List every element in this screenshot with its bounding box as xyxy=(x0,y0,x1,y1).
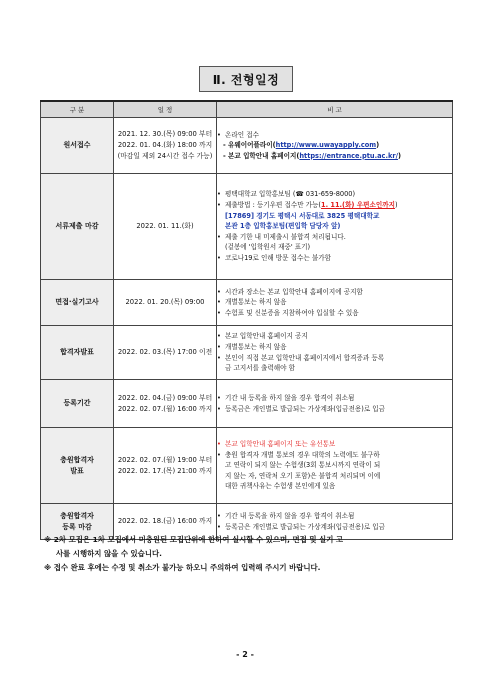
notes xyxy=(44,533,454,575)
mailing-address: 본관 1층 입학홍보팀(편입학 담당자 앞) xyxy=(225,222,341,231)
row-schedule: 2022. 01. 20.(목) 09:00 xyxy=(114,280,217,326)
schedule-line: 2021. 12. 30.(목) 09:00 부터 xyxy=(117,130,213,138)
remark-text: 본교 입학안내 홈페이지 공지 xyxy=(225,332,308,341)
remark-text: 본인이 직접 본교 입학안내 홈페이지에서 합격증과 등록 xyxy=(225,353,385,362)
row-schedule: 2022. 02. 18.(금) 16:00 까지 xyxy=(114,504,217,540)
remark-text: 등록금은 개인별로 발급되는 가상계좌(입금전용)로 입금 xyxy=(225,522,386,531)
row-schedule: 2022. 02. 03.(목) 17:00 이전 xyxy=(114,326,217,380)
remark-text: 개별통보는 하지 않음 xyxy=(225,298,287,307)
schedule-line: 2022. 02. 17.(목) 21:00 까지 xyxy=(117,466,213,475)
deadline-highlight: 1. 11.(화) 우편소인까지 xyxy=(320,201,395,210)
mailing-address: [17869] 경기도 평택시 서동대로 3825 평택대학교 xyxy=(225,211,380,220)
row-remarks xyxy=(217,280,453,326)
note-recruitment: ※ 2차 모집은 1차 모집에서 미충원된 모집단위에 한하여 실시할 수 있으며, 면접 및 실기 고 xyxy=(44,535,344,544)
table-header-row xyxy=(41,101,453,118)
remark-text: 금 고지서를 출력해야 함 xyxy=(225,364,295,373)
header-remarks: 비 고 xyxy=(217,101,453,118)
table-row xyxy=(41,326,453,380)
schedule-line: 2022. 02. 07.(월) 19:00 부터 xyxy=(117,455,213,464)
bullet: • xyxy=(217,404,221,413)
bullet: • xyxy=(217,522,221,531)
row-category: 면접·실기고사 xyxy=(41,280,114,326)
header-schedule: 일 정 xyxy=(114,101,217,118)
remark-text: 충원 합격자 개별 통보의 경우 대학의 노력에도 불구하 xyxy=(225,450,380,459)
bullet: • xyxy=(217,190,221,199)
table-row xyxy=(41,380,453,428)
remark-text: 평택대학교 입학홍보팀 (☎ 031-659-8000) xyxy=(225,190,356,199)
remark-text: 대한 귀책사유는 수험생 본인에게 있음 xyxy=(225,482,336,491)
row-schedule xyxy=(114,118,217,174)
table-row xyxy=(41,174,453,280)
remark-text: ) xyxy=(394,201,398,210)
bullet: • xyxy=(217,511,221,520)
row-category xyxy=(41,428,114,504)
row-category: 합격자발표 xyxy=(41,326,114,380)
bullet: • xyxy=(217,353,221,362)
bullet: • xyxy=(217,342,221,351)
schedule-line: 2022. 02. 04.(금) 09:00 부터 xyxy=(117,393,213,402)
table-row xyxy=(41,118,453,174)
bullet: • xyxy=(217,450,221,459)
bullet: • xyxy=(217,201,221,210)
bullet: • xyxy=(217,298,221,307)
row-remarks xyxy=(217,326,453,380)
row-schedule xyxy=(114,380,217,428)
row-remarks xyxy=(217,380,453,428)
remark-text: 제출방법 : 등기우편 접수만 가능( xyxy=(225,201,321,210)
remark-text: 고 연락이 되지 않는 수험생(3회 통보시까지 연락이 되 xyxy=(225,461,381,470)
schedule-line: 2022. 01. 04.(화) 18:00 까지 xyxy=(117,141,213,149)
row-remarks xyxy=(217,118,453,174)
remark-text: 온라인 접수 xyxy=(225,130,259,139)
remark-text: - 본교 입학안내 홈페이지( xyxy=(223,151,300,160)
bullet: • xyxy=(217,440,221,449)
note-caution: ※ 접수 완료 후에는 수정 및 취소가 불가능 하오니 주의하여 입력해 주시기 바랍니다. xyxy=(44,563,321,572)
note-recruitment-cont: 사를 시행하지 않을 수 있습니다. xyxy=(56,549,162,558)
category-line: 등록 마감 xyxy=(62,522,92,531)
schedule-table xyxy=(40,100,453,540)
bullet: • xyxy=(217,287,221,296)
category-line: 발표 xyxy=(70,466,84,475)
remark-text: ) xyxy=(398,151,402,160)
remark-text: (겉봉에 '입학원서 재중' 표기) xyxy=(225,243,311,252)
remark-text: 기간 내 등록을 하지 않을 경우 합격이 취소됨 xyxy=(225,393,355,402)
remark-text: 시간과 장소는 본교 입학안내 홈페이지에 공지함 xyxy=(225,287,363,296)
schedule-line: 2022. 02. 07.(월) 16:00 까지 xyxy=(117,404,213,413)
bullet: • xyxy=(217,130,221,139)
uwayapply-link[interactable]: http://www.uwayapply.com xyxy=(275,141,377,150)
remark-text: 등록금은 개인별로 발급되는 가상계좌(입금전용)로 입금 xyxy=(225,404,386,413)
bullet: • xyxy=(217,232,221,241)
remark-text: 수험표 및 신분증을 지참하여야 입실할 수 있음 xyxy=(225,308,359,317)
table-row xyxy=(41,428,453,504)
page-number: - 2 - xyxy=(236,650,254,659)
bullet: • xyxy=(217,393,221,402)
remark-text: ) xyxy=(376,141,380,150)
schedule-line: (마감일 제외 24시간 접수 가능) xyxy=(117,152,213,160)
remark-text: 본교 입학안내 홈페이지 또는 유선통보 xyxy=(225,440,336,449)
category-line: 충원합격자 xyxy=(60,511,94,520)
row-category: 등록기간 xyxy=(41,380,114,428)
bullet: • xyxy=(217,308,221,317)
row-schedule xyxy=(114,428,217,504)
entrance-homepage-link[interactable]: https://entrance.ptu.ac.kr/ xyxy=(299,151,399,160)
row-remarks xyxy=(217,428,453,504)
remark-text: 지 않는 자, 연락처 오기 포함)은 불합격 처리되며 이에 xyxy=(225,471,381,480)
row-remarks xyxy=(217,174,453,280)
remark-text: 기간 내 등록을 하지 않을 경우 합격이 취소됨 xyxy=(225,511,355,520)
bullet: • xyxy=(217,332,221,341)
header-category: 구 분 xyxy=(41,101,114,118)
section-title: Ⅱ. 전형일정 xyxy=(199,66,293,92)
remark-text: 코로나19로 인해 방문 접수는 불가함 xyxy=(225,253,331,262)
remark-text: - 유웨이어플라이( xyxy=(223,141,276,150)
row-category: 원서접수 xyxy=(41,118,114,174)
remark-text: 제출 기한 내 미제출시 불합격 처리됩니다. xyxy=(225,232,346,241)
row-schedule: 2022. 01. 11.(화) xyxy=(114,174,217,280)
bullet: • xyxy=(217,253,221,262)
remark-text: 개별통보는 하지 않음 xyxy=(225,342,287,351)
category-line: 충원합격자 xyxy=(60,455,94,464)
row-category: 서류제출 마감 xyxy=(41,174,114,280)
table-row xyxy=(41,280,453,326)
